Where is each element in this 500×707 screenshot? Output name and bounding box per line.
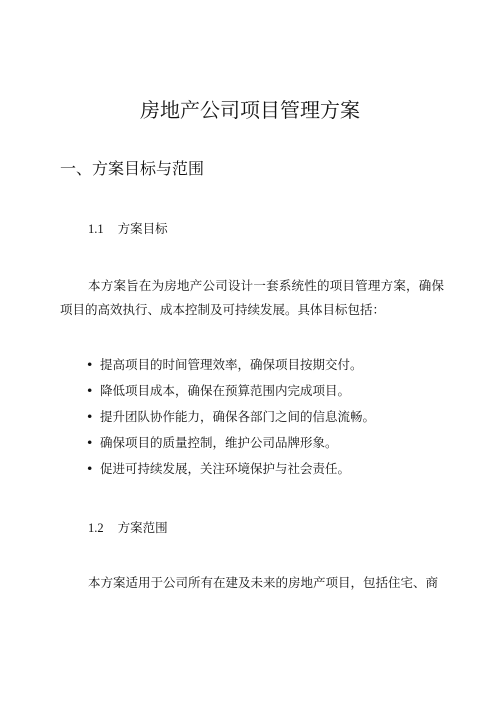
list-item: • 确保项目的质量控制，维护公司品牌形象。 [86, 430, 375, 456]
scope-paragraph: 本方案适用于公司所有在建及未来的房地产项目，包括住宅、商 [88, 575, 439, 590]
list-item: • 提高项目的时间管理效率，确保项目按期交付。 [86, 352, 375, 378]
document-title: 房地产公司项目管理方案 [140, 98, 360, 122]
goals-paragraph: 本方案旨在为房地产公司设计一套系统性的项目管理方案，确保项目的高效执行、成本控制及可持续发展。具体目标包括： [60, 278, 444, 317]
bullet-icon: • [86, 435, 94, 450]
bullet-icon: • [86, 409, 94, 424]
goals-list [86, 352, 375, 482]
bullet-icon: • [86, 383, 94, 398]
subsection-heading-goals [88, 220, 168, 238]
subsection-title: 方案范围 [117, 520, 168, 535]
list-item: • 提升团队协作能力，确保各部门之间的信息流畅。 [86, 404, 375, 430]
subsection-number: 1.2 [88, 521, 104, 535]
bullet-icon: • [86, 357, 94, 372]
list-item: • 降低项目成本，确保在预算范围内完成项目。 [86, 378, 375, 404]
list-item: • 促进可持续发展，关注环境保护与社会责任。 [86, 456, 375, 482]
subsection-number: 1.1 [88, 222, 104, 236]
bullet-icon: • [86, 461, 94, 476]
section-heading: 一、方案目标与范围 [60, 159, 205, 178]
subsection-heading-scope [88, 519, 168, 537]
subsection-title: 方案目标 [117, 221, 168, 236]
